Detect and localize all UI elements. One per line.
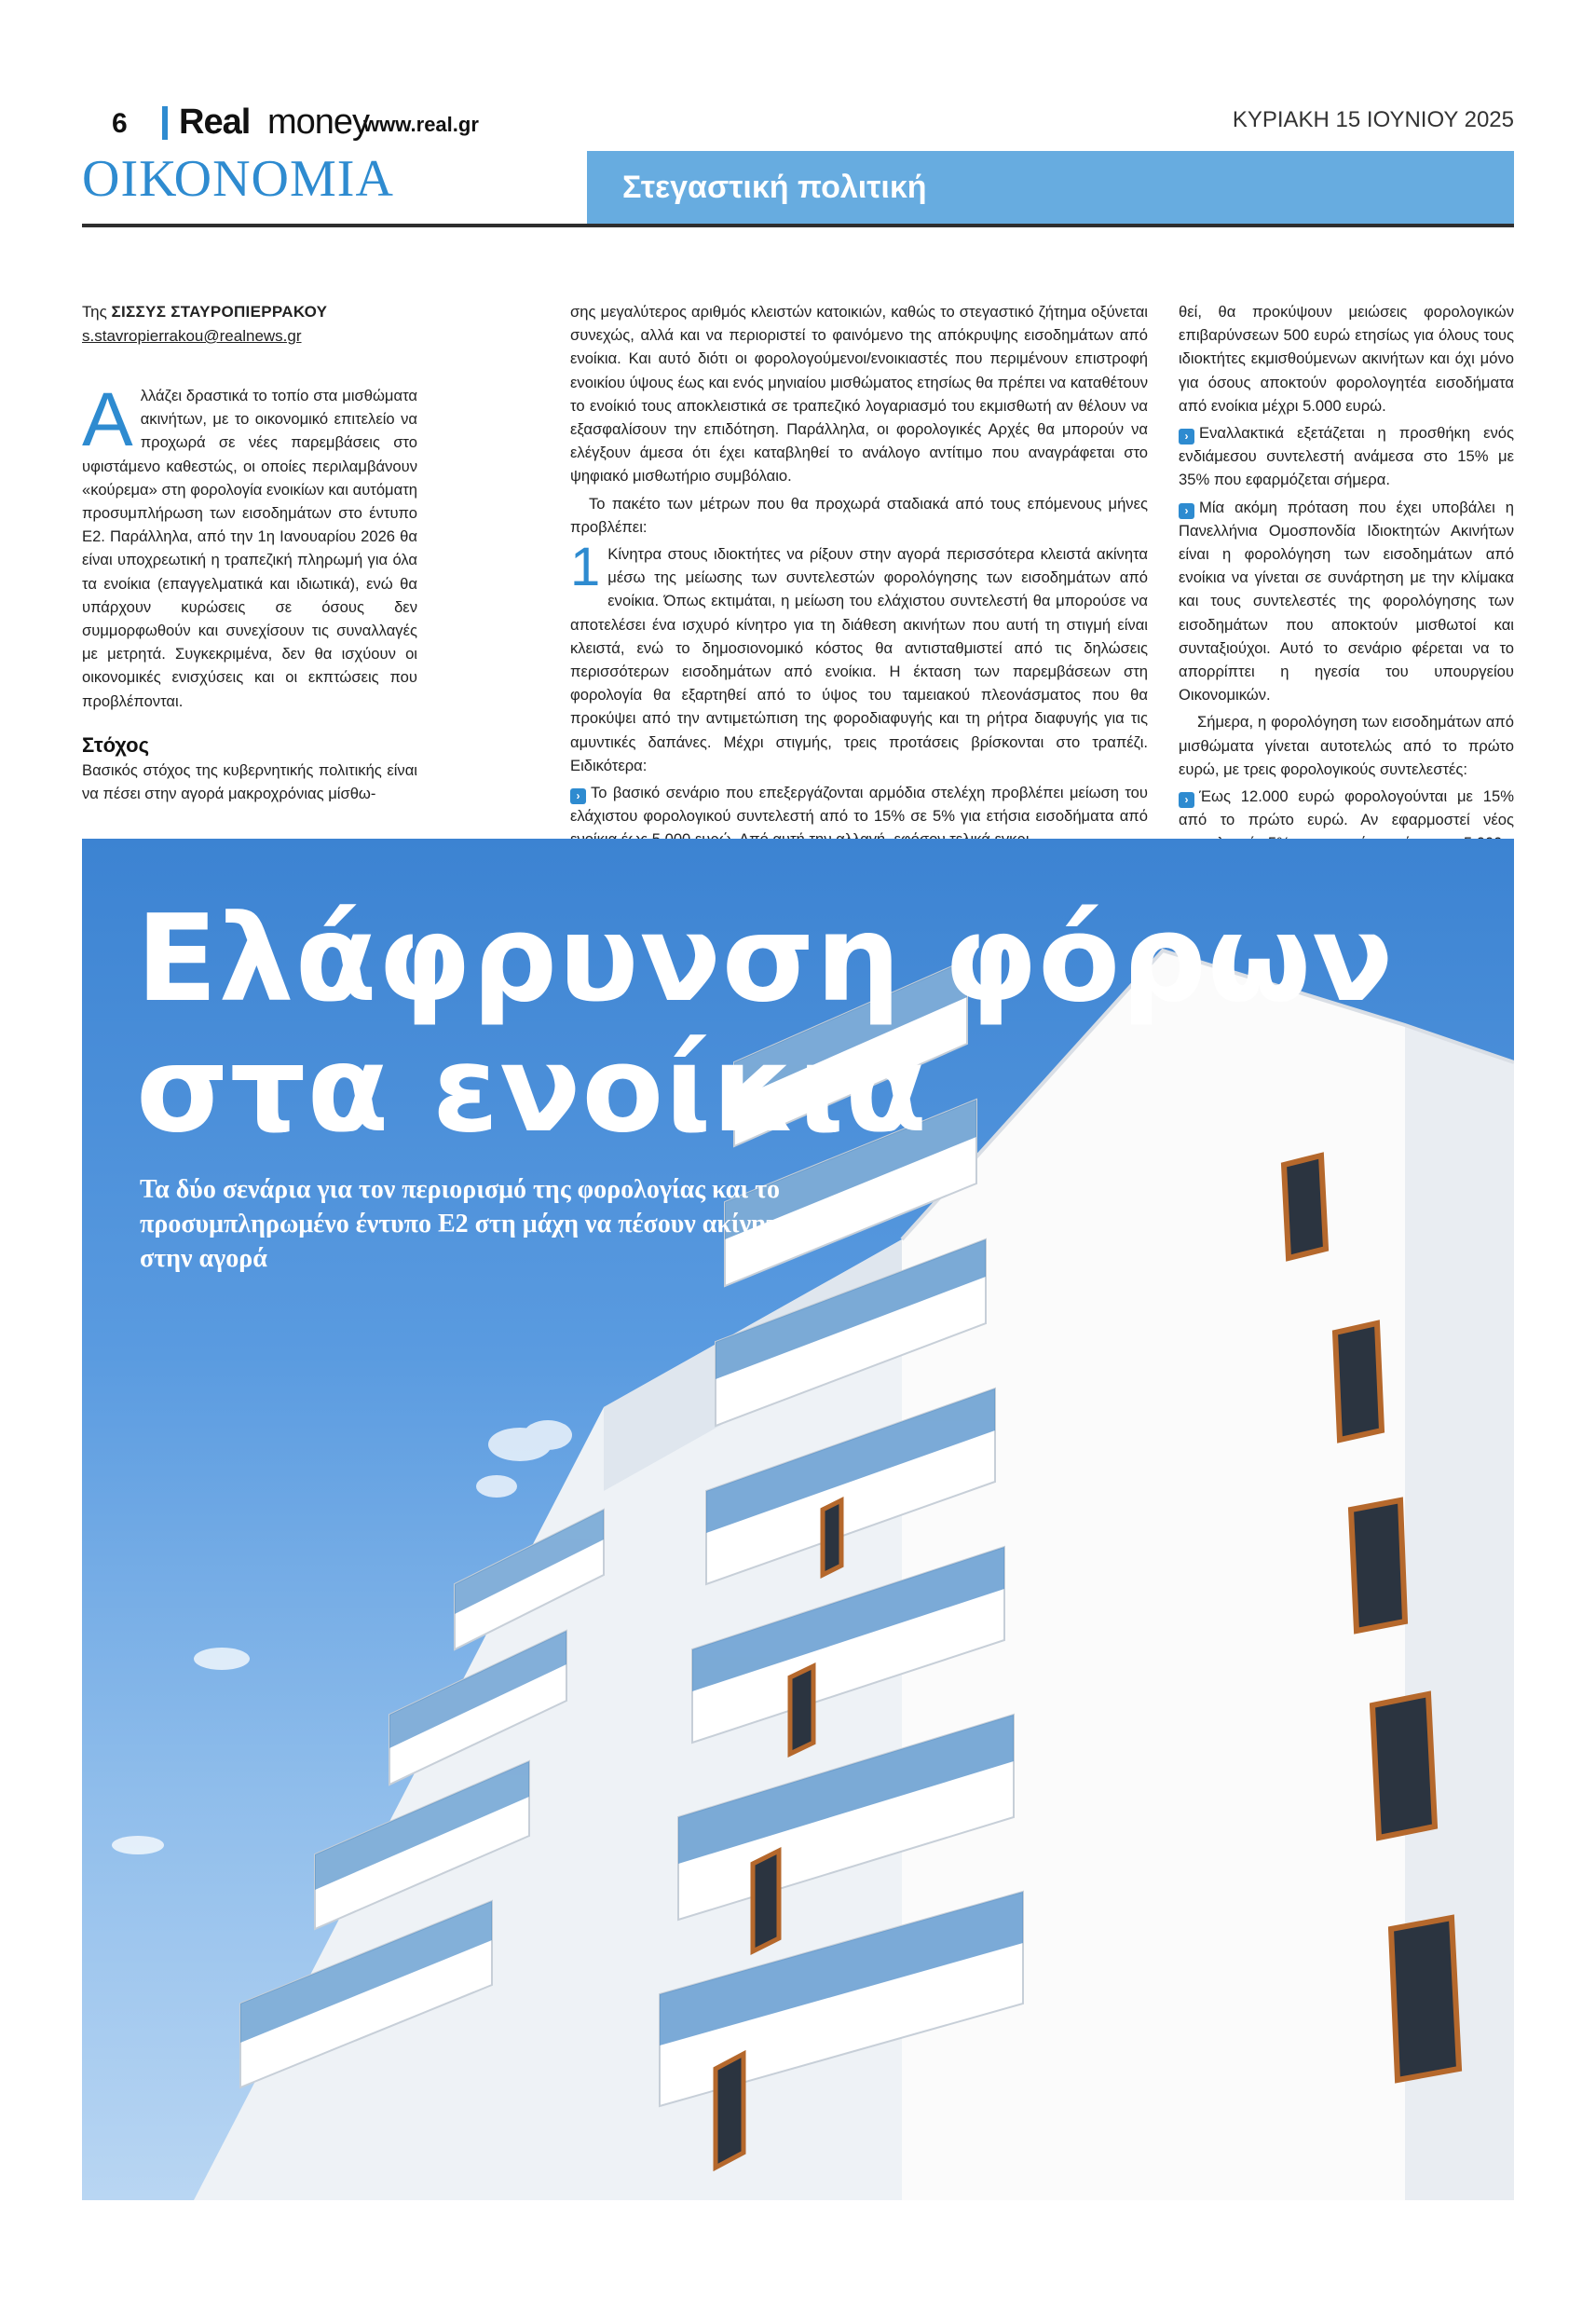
author-name: ΣΙΣΣΥΣ ΣΤΑΥΡΟΠΙΕΡΡΑΚΟΥ (111, 303, 328, 321)
bullet-paragraph (1179, 421, 1514, 492)
drop-cap: Α (82, 377, 133, 462)
arrow-bullet-icon: › (570, 788, 586, 804)
subheading: Στόχος (82, 732, 150, 757)
page-number: 6 (112, 108, 128, 139)
bullet-text: Έως 12.000 ευρώ φορολογούνται με 15% από το πρώτο ευρώ. Αν εφαρμοστεί νέος (1179, 787, 1514, 829)
rubric-label: Στεγαστική πολιτική (622, 170, 927, 205)
arrow-bullet-icon: › (1179, 503, 1194, 519)
paragraph: Το πακέτο των μέτρων που θα προχωρά σταδιακά από τους επόμενους μήνες προβλέπει: (570, 494, 1148, 536)
headline-line-1: Ελάφρυνση φόρων (136, 890, 1395, 1029)
article-column-3 (1179, 300, 1514, 859)
paragraph: σης μεγαλύτερος αριθμός κλειστών κατοικιών, καθώς το στεγαστικό ζήτημα οξύνεται συνεχώς, αλλά και να περιοριστεί το φαινόμενο της απόκρυψης εισοδημάτων από ενοίκια. Και αυτό διότι οι φορολογούμενοι/ενοικιαστές που περιμένουν επιστροφή ενοικίου ύψους έως και ενός μηνιαίου μισθώματος ετησίως θα πρέπει να καταθέτουν το ενοίκιό τους αποκλειστικά σε τραπεζικό λογαριασμό του εκμισθωτή αν θέλουν να εξασφαλίσουν την επιδότηση. Παράλληλα, οι φορολογικές Αρχές θα μπορούν να ελέγξουν άμεσα ότι έχει καταβληθεί το ανάλογο αντίτιμο που αναγράφεται στο ψηφιακό μισθωτήριο συμβόλαιο. (570, 303, 1148, 486)
paragraph: θεί, θα προκύψουν μειώσεις φορολογικών επιβαρύνσεων 500 ευρώ ετησίως για όλους τους ιδιοκτήτες εκμισθούμενων ακινήτων και όχι μόνο για όσους αποκτούν φορολογητέα εισοδήματα από ενοίκια μέχρι 5.000 ευρώ. (1179, 303, 1514, 415)
bullet-text: Μία ακόμη πρόταση που έχει υποβάλει η Πανελλήνια Ομοσπονδία Ιδιοκτητών Ακινήτων είναι η φορολόγηση των εισοδημάτων από ενοίκια να γίνεται σε συνάρτηση με την κλίμακα και τους συντελεστές της φορολόγησης των εισοδημάτων που αποκτούν μισθωτοί και συνταξιούχοι. Αυτό το σενάριο φέρεται να το απορρίπτει η ηγεσία του υπουργείου Οικονομικών. (1179, 498, 1514, 705)
numbered-paragraph (570, 537, 1148, 777)
arrow-bullet-icon: › (1179, 792, 1194, 808)
bullet-text: Το βασικό σενάριο που επεξεργάζονται αρμόδια στελέχη προβλέπει μείωση του ελάχιστου φορολογικού συντελεστή από το 15% σε 5% για ετήσια εισοδήματα από (570, 784, 1148, 826)
arrow-bullet-icon: › (1179, 429, 1194, 445)
brand-url[interactable]: www.real.gr (363, 113, 479, 136)
article-column-2 (570, 300, 1148, 855)
brand-divider (162, 106, 168, 140)
header-rule (82, 224, 1514, 227)
issue-date: ΚΥΡΙΑΚΗ 15 ΙΟΥΝΙΟΥ 2025 (1232, 107, 1514, 132)
brand-logo-real: Real (179, 103, 251, 142)
numbered-text: Κίνητρα στους ιδιοκτήτες να ρίξουν στην αγορά περισσότερα κλειστά ακίνητα μέσω της μείωσης των συντελεστών φορολόγησης των εισοδημάτων από ενοίκια. Όπως εκτιμάται, η μείωση του ελάχιστου συντελεστή θα μπορούσε να αποτελέσει ένα ισχυρό κίνητρο για τη διάθεση ακινήτων που αυτή τη στιγμή είναι κλειστά, ενώ το δημοσιονομικό κόστος θα αντισταθμιστεί από τις δηλώσεις περισσότερων εισοδημάτων από ενοίκια. Η έκταση των παρεμβάσεων στη φορολογία θα εξαρτηθεί από το ύψος του ταμειακού πλεονάσματος που θα προκύψει από την αντιμετώπιση της φοροδιαφυγής και τη ρήτρα διαφυγής για τις αμυντικές δαπάνες. Μέχρι στιγμής, τρεις προτάσεις βρίσκονται στο τραπέζι. Ειδικότερα: (570, 545, 1148, 774)
brand-logo-money: money (267, 103, 370, 142)
bullet-text: Εναλλακτικά εξετάζεται η προσθήκη ενός ενδιάμεσου συντελεστή ανάμεσα στο 15% με 35% που εφαρμόζεται σήμερα. (1179, 424, 1514, 489)
paragraph: Σήμερα, η φορολόγηση των εισοδημάτων από μισθώματα γίνεται αυτοτελώς από το πρώτο ευρώ, με τρεις φορολογικούς συντελεστές: (1179, 713, 1514, 778)
headline (136, 890, 1395, 1159)
number-cap: 1 (570, 537, 601, 598)
paragraph: Βασικός στόχος της κυβερνητικής πολιτικής είναι να πέσει στην αγορά μακροχρόνιας μίσθω- (82, 761, 417, 803)
byline (82, 300, 417, 324)
standfirst: Τα δύο σενάρια για τον περιορισμό της φορολογίας και το προσυμπληρωμένο έντυπο Ε2 στη μάχη να πέσουν ακίνητα στην αγορά (140, 1175, 793, 1273)
author-email[interactable]: s.stavropierrakou@realnews.gr (82, 327, 302, 345)
lead-paragraph (82, 377, 417, 713)
byline-prefix: Της (82, 303, 107, 321)
headline-line-2: στα ενοίκια (136, 1020, 928, 1159)
lead-text: λλάζει δραστικά το τοπίο στα μισθώματα ακινήτων, με το οικονομικό επιτελείο να προχωρά σε νέες παρεμβάσεις στο υφιστάμενο καθεστώς, οι οποίες περιλαμβάνουν «κούρεμα» στη φορολογία ενοικίων και αυτόματη προσυμπλήρωση των εισοδημάτων στο έντυπο Ε2. Παράλληλα, από την 1η Ιανουαρίου 2026 θα είναι υποχρεωτική η τραπεζική πληρωμή για όλα τα ενοίκια (επαγγελματικά και ιδιωτικά), ενώ θα υπάρχουν κυρώσεις σε όσους δεν συμμορφωθούν και συνεχίσουν τις συναλλαγές με μετρητά. Συγκεκριμένα, δεν θα ισχύουν οι οικονομικές ενισχύσεις και οι εκπτώσεις που προβλέπονται. (82, 387, 417, 710)
bullet-paragraph (1179, 496, 1514, 707)
section-title: ΟΙΚΟΝΟΜΙΑ (82, 150, 394, 208)
article-column-1 (82, 300, 417, 809)
feature-photo (82, 839, 1514, 2200)
